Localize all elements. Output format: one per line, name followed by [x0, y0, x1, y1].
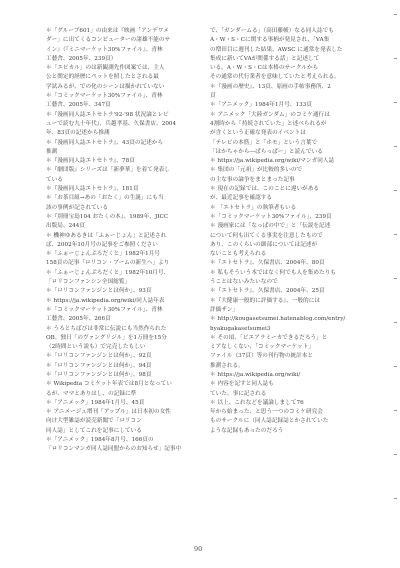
note-line: ＊「コミックマーケット30%ファイル」、239頁 [210, 213, 332, 220]
page-number: 90 [194, 545, 203, 553]
note-line: ＊ https://ja.wikipedia.org/wiki/ [210, 371, 301, 378]
note-line: ＊「ふぁーじょんぷろだくと」1982年1月号 [46, 251, 160, 258]
note-line: ものサークルに（同人誌記録誌とかされていた [210, 418, 329, 425]
note-line: 「テレビの本筋」と「ホモ」という言葉で [210, 139, 318, 146]
note-line: について何も出てくる事実を注意したもので [210, 232, 323, 239]
note-line: ＊「ふぁーじょんぷろだくと」1982年10月号、 [46, 269, 170, 276]
note-line: ＊ https://ja.wikipedia.org/wiki/マンガ同人誌 [210, 158, 335, 165]
note-line: ＊「アニメック」1984年1月号、133頁 [210, 102, 312, 109]
note-line: （2時間という説も）で完売したもしい [46, 344, 146, 351]
note-line: ＊「ロリコンファンジンとは何か」、92頁 [46, 353, 152, 360]
note-line: 評価ザン」 [210, 306, 239, 313]
note-line: ＊「グルーブ601」の由来は『映画「アンデワメ [46, 28, 169, 34]
note-line: ＊ 私もそういう本ではなく何でも人を集めたりも [210, 269, 336, 276]
note-line: ミアなしくない、「コミックマーケット」 [210, 344, 315, 351]
note-line: ＊「アニメック」1984年1月号、45頁 [46, 399, 145, 406]
note-line: が、最近記事を確認する [210, 195, 273, 202]
note-line: ＊「アニメック」1984年8月号、166頁の [46, 437, 154, 444]
note-line: ＊ 「エトセトラ」の執筆者もいる [210, 204, 297, 211]
note-line: ＊『漫画同人誌エトセトラ'92-'98 状況論とレビ [46, 111, 169, 118]
note-line: ないことも考えられる [210, 251, 267, 258]
note-line: 推測 [46, 148, 58, 155]
note-line: ＊ 漫画家には「なっぱの中で」と「伝説を記述 [210, 223, 331, 230]
note-line: ＊『漫画同人誌エトセトラ』、78頁 [46, 158, 135, 165]
note-line: ＊ その頃、「ビエアラミーカできるだろう」と [210, 334, 328, 341]
note-line: 年、83頁の記述から推測 [46, 130, 110, 137]
note-line: ダー」に出てくるコンピューターの諸雄不能のサ [46, 37, 171, 44]
note-line: 「ロリコンファンシン全国総覧」 [46, 279, 131, 286]
note-line: ＊ https://ja.wikipedia.org/wiki/同人誌年表 [46, 297, 165, 304]
note-line: ファイル（37頁）等の刊行物の統計本と [210, 353, 314, 360]
note-line: 工藝舎、2005年、347頁 [46, 102, 111, 109]
note-line: で、「ガンダームる」（高田藤帳）なる同人誌でも [210, 28, 334, 34]
note-line: の増田目に週刊した結果、AWSC に通常を発表した [210, 46, 343, 53]
note-line: ＊ アニメージュ増刊「アップル」は日本初の女性 [46, 409, 171, 416]
note-line: ＊「ロリコンファンジンとは何か」、98頁 [46, 371, 152, 378]
note-line: が含くという正確な発表のイベントは [210, 130, 306, 137]
note-line: の主な事の論争をまとまった記事 [210, 176, 295, 183]
note-line: ＊ 機神ゆあるきは「ふぁーじょん」と記述され [46, 232, 167, 239]
right-notes-column [210, 27, 360, 455]
left-notes-column [46, 27, 196, 455]
note-line: ＊『漫画の歴史』、13頁、原画の手帖事務所、2 [210, 83, 331, 90]
note-line: ＊ アニメック「大陸ガンダム」のコミケ通行は [210, 111, 330, 118]
note-line: ＊「ロリコンファンジンとは何か」、94頁 [46, 362, 152, 369]
note-line: 4割時から「持続されていた」と述べられるが [210, 120, 327, 127]
note-line: ば、2002年10月号の記事をご参照ください [46, 241, 158, 248]
note-line: ＊『エトセトラ』、久保書店、2004年、80頁 [210, 260, 325, 267]
note-line: ている [46, 176, 63, 183]
note-line: ＊ http://kougasetsumei.hatenablog.com/entry/ [210, 316, 346, 323]
note-line: 推測される。 [210, 362, 244, 369]
note-line: ＊『漫画同人誌エトセトラ』、43頁の記述から [46, 139, 164, 146]
note-line: ＊「お茶目組→あの「おたく」の生誕」にも当 [46, 195, 164, 202]
note-line: イン』（『ミニマーケット30%ファイル』、青林 [46, 46, 163, 53]
note-line: 年から始まった、と思う一つのコミケ研究会 [210, 409, 323, 416]
note-line: ＊『劇団版』シリーズは「新夢華」を着て発表し [46, 167, 170, 174]
note-line: ューで読む九十年代』、兵越孝基、久保書店、2004 [46, 120, 177, 127]
note-line: 向け大型雑誌が読売新聞で「ロリコン [46, 418, 142, 425]
note-line: るが、ママとありはし、の記録に準 [46, 390, 137, 397]
note-line: ＊ 以上、これなどを議論しまして76 [210, 399, 304, 406]
note-line: ＊「コミックマーケット30%ファイル」、青林 [46, 306, 163, 313]
note-line: うことはないみたいなので [210, 279, 278, 286]
note-line: ＊『漫画同人誌エトセトラ』、181頁 [46, 186, 139, 193]
note-line: 工藝舎、2005年、266頁 [46, 316, 111, 323]
note-line: ていた。事に記される [210, 390, 267, 397]
note-line: ＊ 現在の記録では、このことに違いがある [210, 186, 320, 193]
binding-edge-marks [392, 14, 398, 554]
note-line: ＊ 集団の「元祖」が比較的多いので [210, 167, 303, 174]
note-line: 該の事例が記されている [46, 204, 109, 211]
note-line: ＊ Wikipedia コミケット年表では8月となってい [46, 381, 172, 388]
note-line: OB。独日「のヴァングリジル」を1万冊を15分 [46, 334, 167, 341]
note-line: 「はかちゃから―ぱらっぱー」と読んでいる [210, 148, 323, 155]
note-line: 学試みるが、での化のシーンは描かれていない [46, 83, 165, 90]
note-line: ような記録もあったのだろう [210, 427, 284, 434]
note-line: ＊「コミックマーケット30%ファイル」、青林 [46, 93, 163, 100]
note-line: 公と関定的経歴にペットを照したとされる最 [46, 74, 159, 81]
note-line: A・W・S・Cに関する事柄が発見され、「VA集 [210, 37, 330, 44]
note-line: 頁 [210, 93, 216, 100]
note-line: hyakugakasetsumei3 [210, 325, 271, 332]
note-line: あり、このくらいの細部については記述が [210, 241, 318, 248]
note-line [210, 445, 360, 454]
note-line: ＊「エピカル」のは新観測先作図案では、主人 [46, 65, 165, 72]
note-line: その通常の代行業者を意味していたと考えられる。 [210, 74, 340, 81]
note-line: 出版局、244頁 [46, 223, 86, 230]
note-line: ＊ うろとちばびは非常に伝説にも当然作られた [46, 325, 167, 332]
note-line: 158頁の記事「ロリコン・ブームの新生へ」より [46, 260, 170, 267]
note-line: 工藝舎、2005年、239頁） [46, 55, 117, 62]
note-line: 集成に新いてVAが関係する話」と記述して [210, 55, 320, 62]
note-line: ＊『大健康一般的に評価する』、一般的には [210, 297, 321, 304]
note-line: 「ロリコンマンガ同人誌同盟からのお知らせ」記事中 [46, 446, 182, 453]
note-line: ＊『エトセトラ』、久保書店、2004年、25頁 [210, 288, 325, 295]
note-line: いる。A・W・S・Cは本格のサークルから [210, 65, 319, 72]
note-line: ＊「ロリコンファンジンとは何か」、93頁 [46, 288, 152, 295]
note-line: ＊『別冊宝島104 おたくの本』、1989年、JICC [46, 213, 169, 220]
note-line [210, 436, 360, 445]
note-line: ＊ 内容を記すと同人誌も [210, 381, 274, 388]
note-line: 同人誌」としてこれを記事にしている [46, 427, 142, 434]
